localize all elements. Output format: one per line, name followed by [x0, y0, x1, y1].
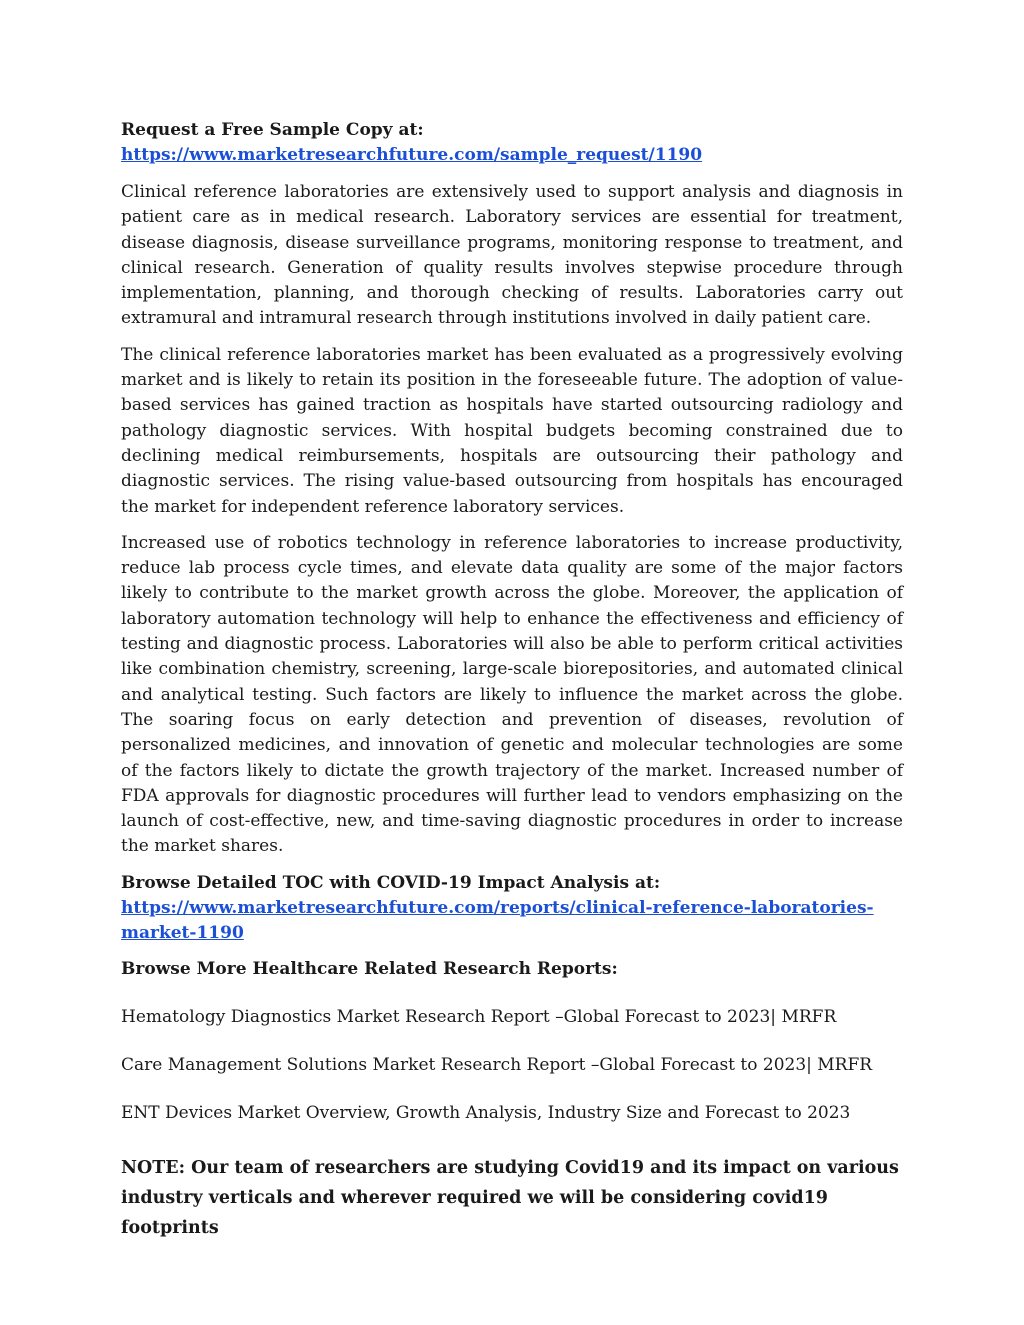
covid-note: NOTE: Our team of researchers are studying Covid19 and its impact on various industry verticals and wherever required we will be considering covid19 footprints — [121, 1157, 899, 1238]
toc-link[interactable]: https://www.marketresearchfuture.com/reports/clinical-reference-laboratories-market-1190 — [121, 897, 874, 943]
list-item: ENT Devices Market Overview, Growth Analysis, Industry Size and Forecast to 2023 — [121, 1102, 851, 1123]
list-item: Care Management Solutions Market Research Report –Global Forecast to 2023| MRFR — [121, 1054, 873, 1075]
related-reports-list — [121, 1005, 903, 1126]
sample-request-heading: Request a Free Sample Copy at: — [121, 120, 424, 140]
document-page — [121, 118, 903, 1243]
growth-factors-paragraph: Increased use of robotics technology in reference laboratories to increase productivity, reduce lab process cycle times, and elevate data quality are some of the major factors likely to contribute to the market growth across the globe. Moreover, the application of laboratory automation technology will help to enhance the effectiveness and efficiency of testing and diagnostic process. Laboratories will also be able to perform critical activities like combination chemistry, screening, large-scale biorepositories, and automated clinical and analytical testing. Such factors are likely to influence the market across the globe. The soaring focus on early detection and prevention of diseases, revolution of personalized medicines, and innovation of genetic and molecular technologies are some of the factors likely to dictate the growth trajectory of the market. Increased number of FDA approvals for diagnostic procedures will further lead to vendors emphasizing on the launch of cost-effective, new, and time-saving diagnostic procedures in order to increase the market shares. — [121, 532, 903, 857]
toc-heading: Browse Detailed TOC with COVID-19 Impact Analysis at: — [121, 872, 661, 893]
related-reports-heading: Browse More Healthcare Related Research Reports: — [121, 958, 618, 979]
list-item: Hematology Diagnostics Market Research Report –Global Forecast to 2023| MRFR — [121, 1006, 837, 1027]
intro-paragraph: Clinical reference laboratories are extensively used to support analysis and diagnosis in patient care as in medical research. Laboratory services are essential for treatment, disease diagnosis, disease surveillance programs, monitoring response to treatment, and clinical research. Generation of quality results involves stepwise procedure through implementation, planning, and thorough checking of results. Laboratories carry out extramural and intramural research through institutions involved in daily patient care. — [121, 182, 903, 329]
sample-request-link[interactable]: https://www.marketresearchfuture.com/sample_request/1190 — [121, 145, 703, 165]
market-evaluation-paragraph: The clinical reference laboratories market has been evaluated as a progressively evolving market and is likely to retain its position in the foreseeable future. The adoption of value-based services has gained traction as hospitals have started outsourcing radiology and pathology diagnostic services. With hospital budgets becoming constrained due to declining medical reimbursements, hospitals are outsourcing their pathology and diagnostic services. The rising value-based outsourcing from hospitals has encouraged the market for independent reference laboratory services. — [121, 344, 903, 517]
